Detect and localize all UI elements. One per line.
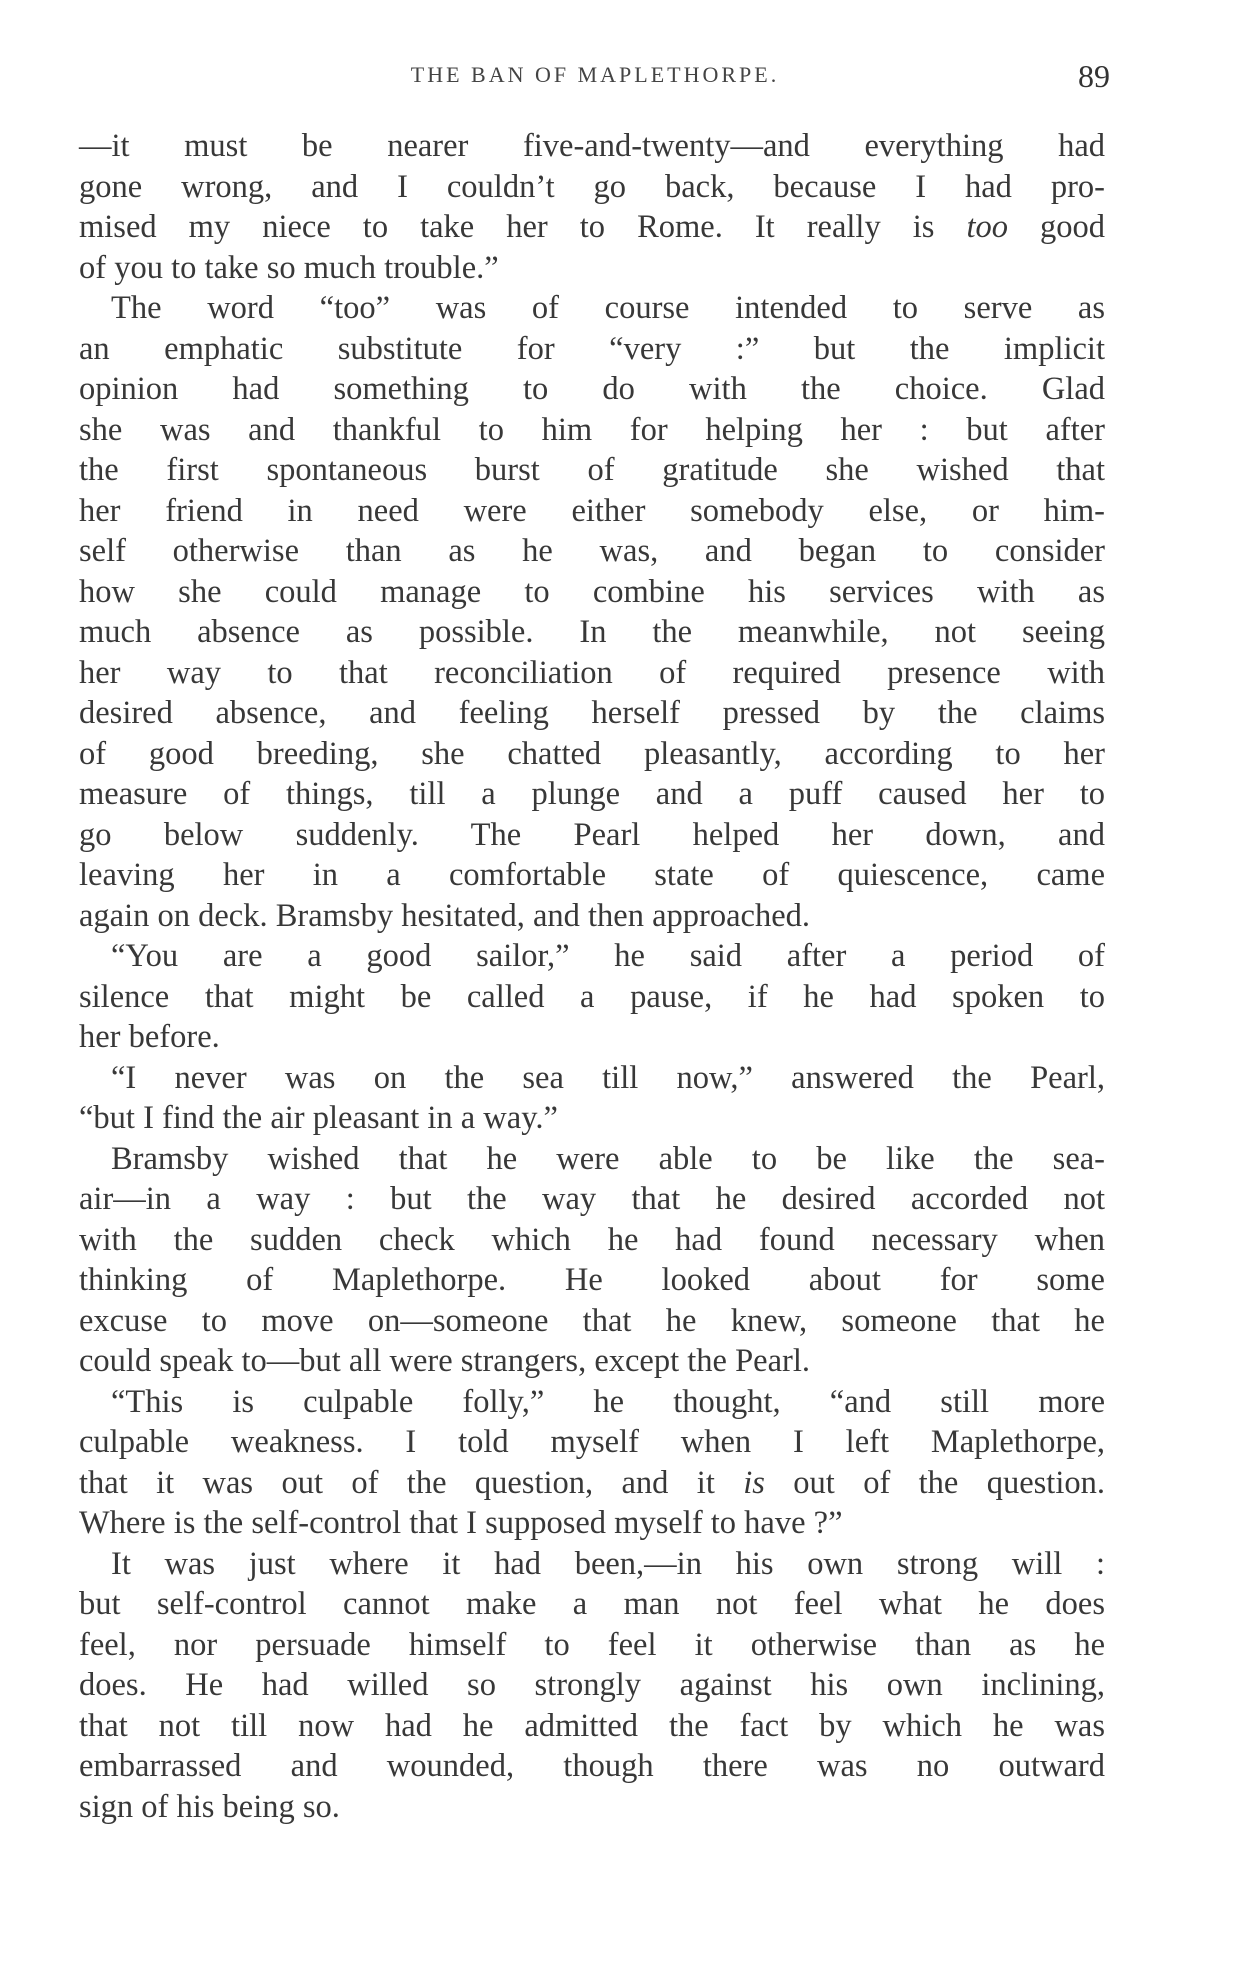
text-line: air—in a way : but the way that he desired accorded not <box>79 1181 1105 1217</box>
text-line: feel, nor persuade himself to feel it otherwise than as he <box>79 1626 1105 1663</box>
running-title: THE BAN OF MAPLETHORPE. <box>410 62 780 87</box>
text-line: of you to take so much trouble.” <box>79 249 499 286</box>
text-line: “but I find the air pleasant in a way.” <box>79 1100 558 1136</box>
text-line: culpable weakness. I told myself when I left Maplethorpe, <box>79 1424 1105 1460</box>
text-line: how she could manage to combine his services with as <box>79 573 1105 610</box>
text-line: “This is culpable folly,” he thought, “and still more <box>111 1383 1105 1420</box>
text-line: her before. <box>79 1019 220 1055</box>
text-line: mised my niece to take her to Rome. It really is too good <box>79 209 1106 245</box>
text-line: thinking of Maplethorpe. He looked about for some <box>79 1262 1105 1298</box>
text-line: Where is the self-control that I supposed myself to have ?” <box>79 1505 843 1541</box>
text-line: Bramsby wished that he were able to be like the sea- <box>111 1140 1105 1177</box>
text-line: does. He had willed so strongly against his own inclining, <box>79 1667 1105 1703</box>
italic-word: is <box>743 1464 765 1501</box>
text-line: gone wrong, and I couldn’t go back, because I had pro- <box>79 168 1105 205</box>
text-line: The word “too” was of course intended to serve as <box>111 290 1105 326</box>
text-line: the first spontaneous burst of gratitude she wished that <box>79 452 1105 488</box>
text-line: much absence as possible. In the meanwhile, not seeing <box>79 614 1105 650</box>
text-line: self otherwise than as he was, and began to consider <box>79 533 1105 569</box>
text-line: her friend in need were either somebody else, or him- <box>79 492 1105 529</box>
page-number: 89 <box>1078 58 1110 94</box>
text-line: an emphatic substitute for “very :” but the implicit <box>79 330 1105 367</box>
text-line: —it must be nearer five-and-twenty—and everything had <box>79 128 1105 164</box>
text-line: It was just where it had been,—in his own strong will : <box>111 1545 1105 1582</box>
text-line: her way to that reconciliation of required presence with <box>79 654 1105 691</box>
text-line: could speak to—but all were strangers, except the Pearl. <box>79 1343 810 1379</box>
text-line: that not till now had he admitted the fact by which he was <box>79 1707 1105 1744</box>
text-line: sign of his being so. <box>79 1788 340 1825</box>
text-line: measure of things, till a plunge and a puff caused her to <box>79 776 1105 812</box>
text-line: go below suddenly. The Pearl helped her down, and <box>79 816 1105 853</box>
text-line: leaving her in a comfortable state of quiescence, came <box>79 857 1105 893</box>
text-line: she was and thankful to him for helping her : but after <box>79 411 1105 448</box>
text-line: that it was out of the question, and it is out of the question. <box>79 1464 1105 1501</box>
text-line: silence that might be called a pause, if he had spoken to <box>79 978 1105 1015</box>
text-line: excuse to move on—someone that he knew, someone that he <box>79 1302 1105 1339</box>
text-line: opinion had something to do with the choice. Glad <box>79 371 1105 407</box>
text-line: again on deck. Bramsby hesitated, and then approached. <box>79 897 810 934</box>
text-line: with the sudden check which he had found necessary when <box>79 1221 1105 1258</box>
text-line: “I never was on the sea till now,” answered the Pearl, <box>111 1059 1105 1096</box>
text-line: but self-control cannot make a man not feel what he does <box>79 1586 1105 1622</box>
text-line: “You are a good sailor,” he said after a period of <box>111 938 1105 974</box>
body-text <box>79 126 1105 1827</box>
italic-word: too <box>966 209 1008 245</box>
text-line: embarrassed and wounded, though there was no outward <box>79 1748 1105 1784</box>
running-head <box>80 58 1110 98</box>
text-line: desired absence, and feeling herself pressed by the claims <box>79 695 1105 731</box>
text-line: of good breeding, she chatted pleasantly, according to her <box>79 735 1105 772</box>
